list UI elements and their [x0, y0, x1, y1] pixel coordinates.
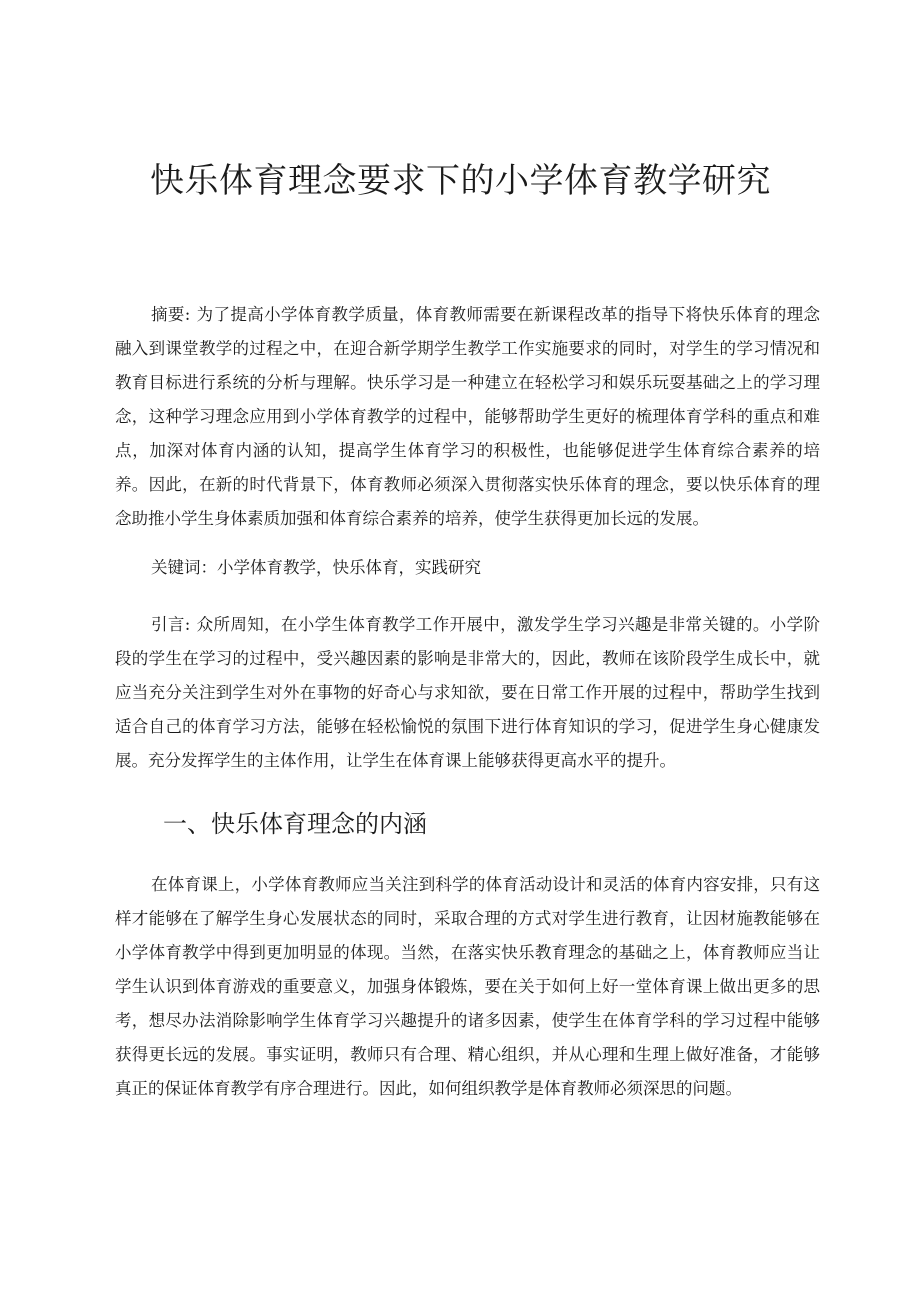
keywords-paragraph — [115, 551, 820, 585]
abstract-label: 摘要: — [151, 305, 191, 324]
intro-text: 众所周知，在小学生体育教学工作开展中，激发学生学习兴趣是非常关键的。小学阶段的学生在学习的过程中，受兴趣因素的影响是非常大的，因此，教师在该阶段学生成长中，就应当充分关注到学生对外在事物的好奇心与求知欲，要在日常工作开展的过程中，帮助学生找到适合自己的体育学习方法，能够在轻松愉悦的氛围下进行体育知识的学习，促进学生身心健康发展。充分发挥学生的主体作用，让学生在体育课上能够获得更高水平的提升。 — [115, 615, 821, 770]
section-body-paragraph: 在体育课上，小学体育教师应当关注到科学的体育活动设计和灵活的体育内容安排，只有这样才能够在了解学生身心发展状态的同时，采取合理的方式对学生进行教育，让因材施教能够在小学体育教学中得到更加明显的体现。当然，在落实快乐教育理念的基础之上，体育教师应当让学生认识到体育游戏的重要意义，加强身体锻炼，要在关于如何上好一堂体育课上做出更多的思考，想尽办法消除影响学生体育学习兴趣提升的诸多因素，使学生在体育学科的学习过程中能够获得更长远的发展。事实证明，教师只有合理、精心组织，并从心理和生理上做好准备，才能够真正的保证体育教学有序合理进行。因此，如何组织教学是体育教师必须深思的问题。 — [115, 875, 820, 1098]
intro-paragraph — [115, 608, 820, 778]
abstract-text: 为了提高小学体育教学质量，体育教师需要在新课程改革的指导下将快乐体育的理念融入到课堂教学的过程之中，在迎合新学期学生教学工作实施要求的同时，对学生的学习情况和教育目标进行系统的分析与理解。快乐学习是一种建立在轻松学习和娱乐玩耍基础之上的学习理念，这种学习理念应用到小学体育教学的过程中，能够帮助学生更好的梳理体育学科的重点和难点，加深对体育内涵的认知，提高学生体育学习的积极性，也能够促进学生体育综合素养的培养。因此，在新的时代背景下，体育教师必须深入贯彻落实快乐体育的理念，要以快乐体育的理念助推小学生身体素质加强和体育综合素养的培养，使学生获得更加长远的发展。 — [115, 305, 821, 528]
keywords-label: 关键词： — [151, 558, 217, 577]
keywords-text: 小学体育教学，快乐体育，实践研究 — [217, 558, 481, 577]
section-heading: 一、快乐体育理念的内涵 — [163, 810, 427, 838]
document-title: 快乐体育理念要求下的小学体育教学研究 — [150, 161, 771, 201]
abstract-paragraph — [115, 298, 820, 536]
intro-label: 引言: — [151, 615, 191, 634]
